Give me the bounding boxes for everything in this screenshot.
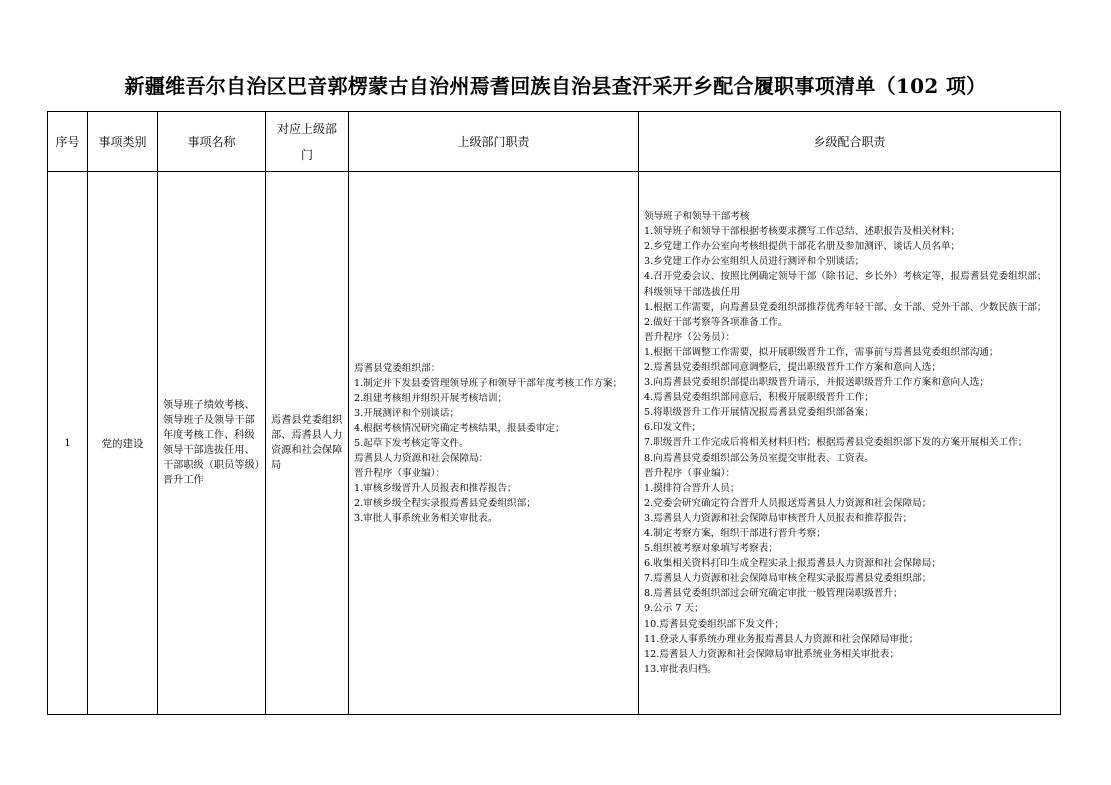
cell-item-name: 领导班子绩效考核、领导班子及领导干部年度考核工作、科级领导干部选拔任用、干部职级（职员等级）晋升工作 (158, 172, 266, 715)
township-duty-line: 2.做好干部考察等各项准备工作。 (644, 316, 788, 328)
township-duty-line: 领导班子和领导干部考核 (644, 211, 750, 223)
township-duty-line: 9.公示 7 天； (644, 603, 704, 615)
header-dept-line1: 对应上级部 (276, 121, 337, 136)
header-dept-line2: 门 (300, 147, 313, 162)
cell-upper-duty (349, 172, 639, 715)
upper-duty-line: 2.审核乡级全程实录报焉耆县党委组织部； (354, 497, 536, 509)
township-duty-line: 4.制定考察方案，组织干部进行晋升考察； (644, 528, 826, 540)
document-title: 新疆维吾尔自治区巴音郭楞蒙古自治州焉耆回族自治县查汗采开乡配合履职事项清单（102 项） (124, 74, 987, 98)
cell-dept: 焉耆县党委组织部、焉耆县人力资源和社会保障局 (266, 172, 349, 715)
township-duty-line: 4.焉耆县党委组织部同意后，积极开展职级晋升工作； (644, 392, 874, 404)
township-duty-line: 6.收集相关资料打印生成全程实录上报焉耆县人力资源和社会保障局； (644, 558, 941, 570)
township-duty-line: 6.印发文件； (644, 422, 702, 434)
township-duty-line: 10.焉耆县党委组织部下发文件； (644, 618, 784, 630)
township-duty-line: 1.根据干部调整工作需要，拟开展职级晋升工作，需事前与焉耆县党委组织部沟通； (644, 346, 999, 358)
township-duty-line: 晋升程序（公务员）： (644, 331, 736, 343)
township-duty-line: 7.焉耆县人力资源和社会保障局审核全程实录报焉耆县党委组织部； (644, 573, 932, 585)
upper-duty-line: 2.组建考核组并组织开展考核培训； (354, 392, 508, 404)
duty-table (47, 111, 1061, 715)
cell-category: 党的建设 (88, 172, 158, 715)
township-duty-line: 1.摸排符合晋升人员； (644, 482, 740, 494)
township-duty-list (644, 209, 1056, 677)
township-duty-line: 12.焉耆县人力资源和社会保障局审批系统业务相关审批表； (644, 648, 900, 660)
header-category: 事项类别 (88, 112, 158, 172)
township-duty-line: 8.焉耆县党委组织部过会研究确定审批一般管理岗职级晋升； (644, 588, 903, 600)
township-duty-line: 5.组织被考察对象填写考察表； (644, 543, 778, 555)
upper-duty-line: 5.起草下发考核定等文件。 (354, 437, 469, 449)
township-duty-line: 7.职级晋升工作完成后将相关材料归档；根据焉耆县党委组织部下发的方案开展相关工作； (644, 437, 1028, 449)
table-row (48, 172, 1061, 715)
township-duty-line: 8.向焉耆县党委组织部公务员室提交审批表、工资表。 (644, 452, 874, 464)
upper-duty-line: 晋升程序（事业编）： (354, 467, 446, 479)
cell-seq: 1 (48, 172, 88, 715)
township-duty-line: 2.党委会研究确定符合晋升人员报送焉耆县人力资源和社会保障局； (644, 497, 932, 509)
upper-duty-line: 1.审核乡级晋升人员报表和推荐报告； (354, 482, 517, 494)
upper-duty-line: 1.制定并下发县委管理领导班子和领导干部年度考核工作方案； (354, 377, 623, 389)
upper-duty-list (354, 361, 634, 526)
upper-duty-line: 3.开展测评和个别谈话； (354, 407, 460, 419)
township-duty-line: 2.焉耆县党委组织部同意调整后，提出职级晋升工作方案和意向人选； (644, 361, 941, 373)
upper-duty-line: 4.根据考核情况研究确定考核结果，报县委审定； (354, 422, 565, 434)
township-duty-line: 3.向焉耆县党委组织部提出职级晋升请示，并报送职级晋升工作方案和意向人选； (644, 377, 989, 389)
upper-duty-line: 焉耆县人力资源和社会保障局： (354, 452, 489, 464)
header-upper-duty: 上级部门职责 (349, 112, 639, 172)
table-header-row (48, 112, 1061, 172)
township-duty-line: 2.乡党建工作办公室向考核组提供干部花名册及参加测评、谈话人员名单； (644, 241, 961, 253)
header-seq: 序号 (48, 112, 88, 172)
upper-duty-line: 3.审批人事系统业务相关审批表。 (354, 512, 498, 524)
township-duty-line: 4.召开党委会议、按照比例确定领导干部（除书记、乡长外）考核定等，报焉耆县党委组织部； (644, 271, 1047, 283)
header-township-duty: 乡级配合职责 (639, 112, 1061, 172)
header-name: 事项名称 (158, 112, 266, 172)
header-dept (266, 112, 349, 172)
township-duty-line: 5.将职级晋升工作开展情况报焉耆县党委组织部备案； (644, 407, 874, 419)
township-duty-line: 晋升程序（事业编）： (644, 467, 736, 479)
township-duty-line: 11.登录人事系统办理业务报焉耆县人力资源和社会保障局审批； (644, 633, 919, 645)
township-duty-line: 13.审批表归档。 (644, 663, 717, 675)
upper-duty-line: 焉耆县党委组织部： (354, 362, 441, 374)
township-duty-line: 3.焉耆县人力资源和社会保障局审核晋升人员报表和推荐报告； (644, 512, 913, 524)
township-duty-line: 科级领导干部选拔任用 (644, 286, 740, 298)
township-duty-line: 1.领导班子和领导干部根据考核要求撰写工作总结、述职报告及相关材料； (644, 226, 961, 238)
township-duty-line: 3.乡党建工作办公室组织人员进行测评和个别谈话； (644, 256, 865, 268)
township-duty-line: 1.根据工作需要，向焉耆县党委组织部推荐优秀年轻干部、女干部、党外干部、少数民族干部； (644, 301, 1047, 313)
cell-township-duty (639, 172, 1061, 715)
